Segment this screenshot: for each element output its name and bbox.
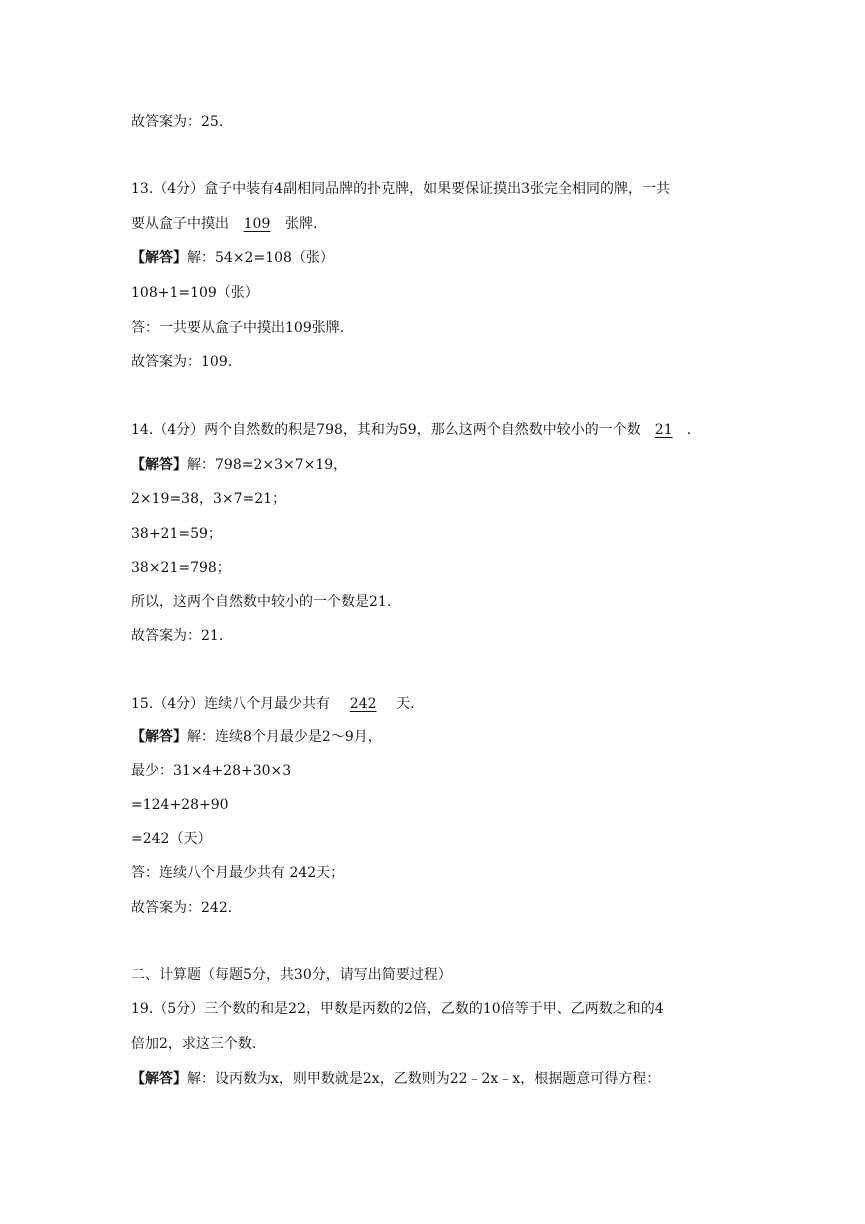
solution-text: 解：连续8个月最少是2～9月， [187,729,382,745]
question-text: 倍加2，求这三个数. [131,1036,257,1052]
solution-tag: 【解答】 [131,457,187,473]
solution-tag: 【解答】 [131,250,187,266]
question-text-post: 天. [396,696,415,712]
solution-text: 解：798=2×3×7×19， [187,457,348,473]
question-text-post: 张牌. [285,216,318,232]
solution-tag: 【解答】 [131,729,187,745]
section-heading: 二、计算题（每题5分，共30分，请写出简要过程） [131,967,452,983]
solution-line: 答：一共要从盒子中摸出109张牌. [131,320,345,336]
solution-line: 2×19=38，3×7=21； [131,491,287,507]
solution-line: 最少：31×4+28+30×3 [131,763,292,779]
question-text [131,694,415,714]
solution-tag: 【解答】 [131,1071,187,1087]
solution-line [131,455,347,475]
question-text-pre: 要从盒子中摸出 [131,216,229,232]
solution-line: 所以，这两个自然数中较小的一个数是21. [131,594,392,610]
answer-blank: 242 [349,696,377,712]
question-text [131,420,691,440]
solution-line: 38+21=59； [131,526,222,542]
solution-line [131,1069,660,1089]
question-text-post: . [686,422,692,438]
answer-line: 故答案为：109. [131,354,233,370]
solution-text: 解：设丙数为x，则甲数就是2x，乙数则为22﹣2x﹣x，根据题意可得方程： [187,1071,661,1087]
solution-text: 解：54×2=108（张） [187,250,334,266]
answer-blank: 21 [654,422,673,438]
question-text: 19.（5分）三个数的和是22，甲数是丙数的2倍，乙数的10倍等于甲、乙两数之和的4 [131,1001,664,1017]
solution-line [131,727,382,747]
answer-line: 故答案为：242. [131,900,233,916]
solution-line: 答：连续八个月最少共有 242天； [131,865,345,881]
solution-line: 38×21=798； [131,560,231,576]
question-text-pre: 15.（4分）连续八个月最少共有 [131,696,331,712]
question-text [131,214,317,234]
solution-line: =242（天） [131,831,212,847]
question-text-pre: 14.（4分）两个自然数的积是798，其和为59，那么这两个自然数中较小的一个数 [131,422,641,438]
solution-line: =124+28+90 [131,797,229,813]
answer-line: 故答案为：21. [131,628,224,644]
solution-line: 108+1=109（张） [131,285,259,301]
solution-line [131,248,334,268]
answer-line: 故答案为：25. [131,114,224,130]
question-text: 13.（4分）盒子中装有4副相同品牌的扑克牌，如果要保证摸出3张完全相同的牌，一共 [131,181,670,197]
answer-blank: 109 [243,216,271,232]
